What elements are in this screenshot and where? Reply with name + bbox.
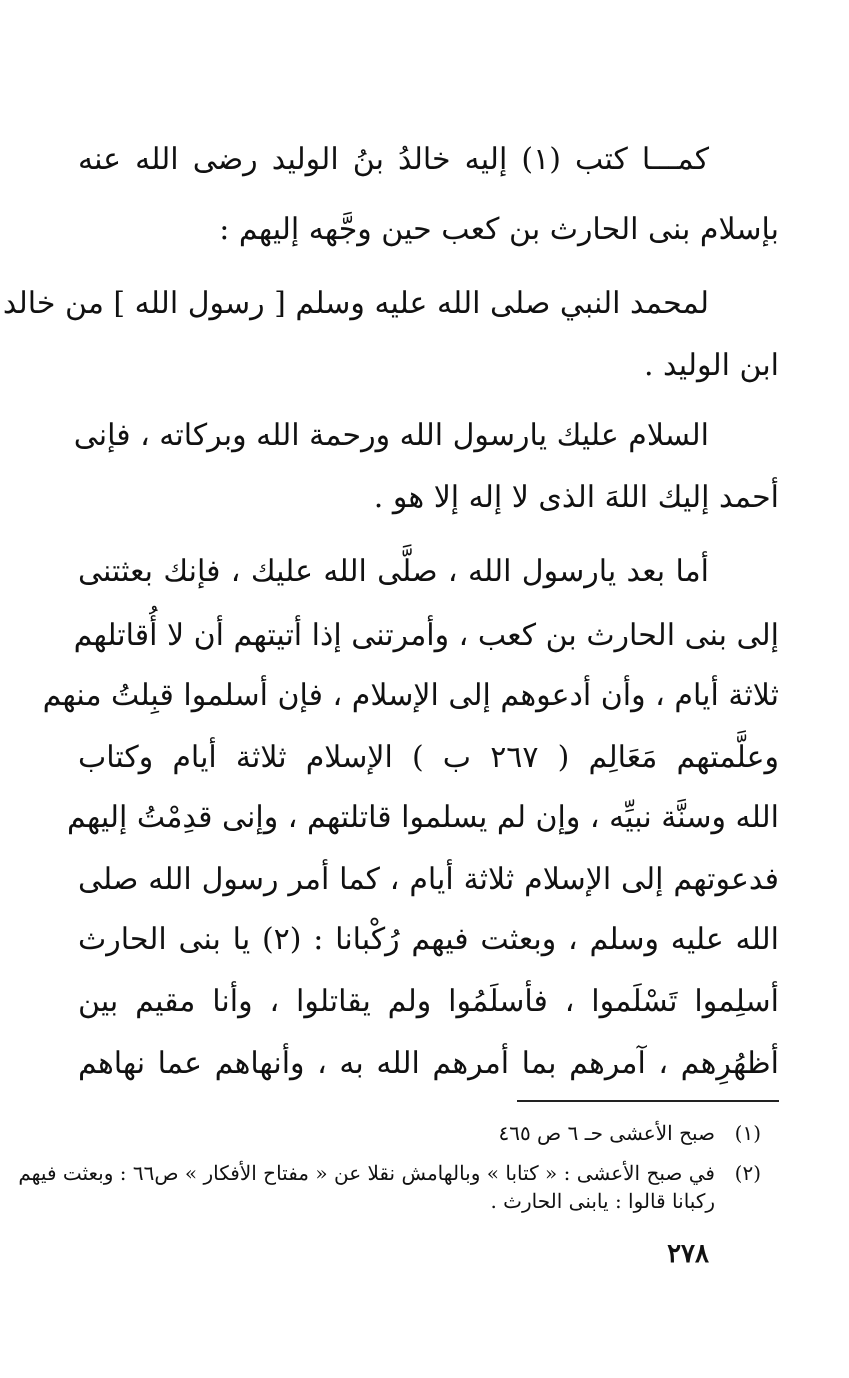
text-line: الله وسنَّة نبيِّه ، وإن لم يسلموا قاتلتهم ، وإنى قدِمْتُ إليهم bbox=[67, 800, 779, 835]
footnote-1 bbox=[80, 1120, 761, 1146]
text-line: أسلِموا تَسْلَموا ، فأسلَمُوا ولم يقاتلوا ، وأنا مقيم بين bbox=[78, 984, 779, 1019]
text-line: ابن الوليد . bbox=[643, 348, 779, 383]
text-line: أحمد إليك اللهَ الذى لا إله إلا هو . bbox=[373, 480, 779, 515]
text-line: أما بعد يارسول الله ، صلَّى الله عليك ، فإنك بعثتنى bbox=[78, 554, 709, 589]
text-line: فدعوتهم إلى الإسلام ثلاثة أيام ، كما أمر رسول الله صلى bbox=[78, 862, 779, 897]
footnote-divider bbox=[517, 1100, 779, 1102]
text-line: ثلاثة أيام ، وأن أدعوهم إلى الإسلام ، فإن أسلموا قبِلتُ منهم bbox=[42, 678, 779, 713]
text-line: الله عليه وسلم ، وبعثت فيهم رُكْبانا : (٢) يا بنى الحارث bbox=[78, 922, 779, 957]
text-line: كمـــا كتب (١) إليه خالدُ بنُ الوليد رضى الله عنه bbox=[78, 142, 709, 177]
text-line: إلى بنى الحارث بن كعب ، وأمرتنى إذا أتيتهم أن لا أُقاتلهم bbox=[73, 618, 779, 653]
text-line: لمحمد النبي صلى الله عليه وسلم [ رسول الله ] من خالد bbox=[2, 286, 709, 321]
footnote-text: صبح الأعشى حـ ٦ ص ٤٦٥ bbox=[498, 1121, 715, 1145]
page-number: ٢٧٨ bbox=[667, 1239, 709, 1269]
footnote-marker: (٢) bbox=[734, 1161, 761, 1185]
text-line: وعلَّمتهم مَعَالِم ( ٢٦٧ ب ) الإسلام ثلاثة أيام وكتاب bbox=[78, 740, 779, 775]
footnote-2 bbox=[18, 1160, 761, 1186]
text-line: بإسلام بنى الحارث بن كعب حين وجَّهه إليهم : bbox=[219, 212, 779, 247]
footnote-2-continuation: ركبانا قالوا : يابنى الحارث . bbox=[490, 1189, 715, 1213]
footnote-marker: (١) bbox=[734, 1121, 761, 1145]
footnote-text: في صبح الأعشى : « كتابا » وبالهامش نقلا عن « مفتاح الأفكار » ص٦٦ : وبعثت فيهم bbox=[18, 1161, 715, 1185]
text-line: أظهُرِهم ، آمرهم بما أمرهم الله به ، وأنهاهم عما نهاهم bbox=[78, 1046, 779, 1081]
text-line: السلام عليك يارسول الله ورحمة الله وبركاته ، فإنى bbox=[73, 418, 709, 453]
